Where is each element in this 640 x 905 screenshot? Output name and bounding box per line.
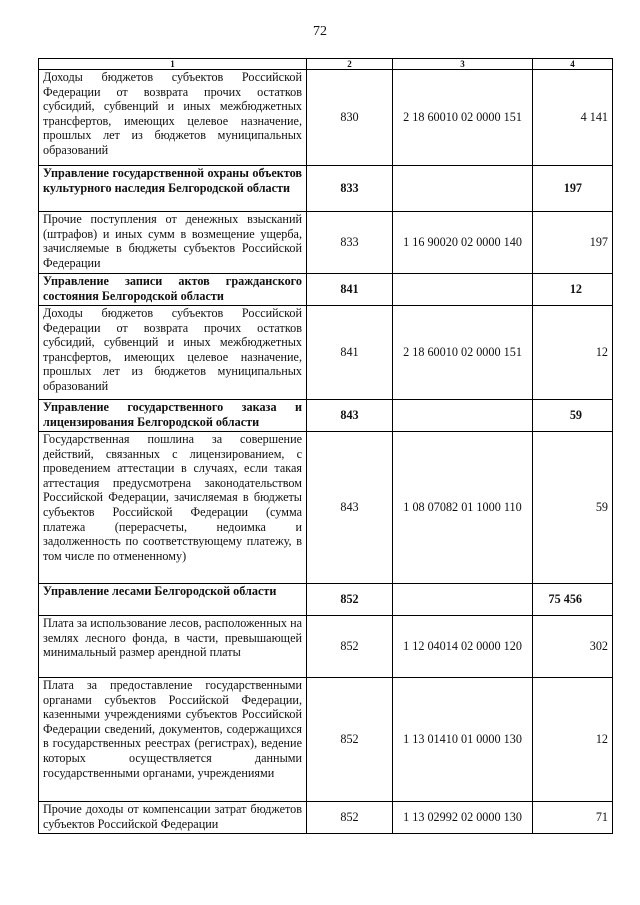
table-row [39,212,613,274]
row-budget-code: 2 18 60010 02 0000 151 [393,306,533,400]
section-amount: 59 [533,400,613,432]
page-number: 72 [313,24,327,39]
row-name: Плата за предоставление государственными органами субъектов Российской Федерации, казенными учреждениями субъектов Российской Федерации сведений, документов, содержащихся в государственных реестрах (регистрах), ведение которых осуществляется данными государственными органами, учреждениями [39,678,307,802]
revenue-table [38,58,613,834]
row-admin-code: 841 [307,306,393,400]
header-col-2: 2 [307,59,393,70]
row-name: Государственная пошлина за совершение действий, связанных с лицензированием, с проведением аттестации в случаях, если такая аттестация предусмотрена законодательством Российской Федерации, зачисляемая в бюджеты субъектов Российской Федерации (сумма платежа (перерасчеты, недоимка и задолженность по соответствующему платежу, в том числе по отмененному) [39,432,307,584]
row-name: Прочие доходы от компенсации затрат бюджетов субъектов Российской Федерации [39,802,307,834]
section-row [39,400,613,432]
section-admin-code: 841 [307,274,393,306]
table-row [39,306,613,400]
row-amount: 302 [533,616,613,678]
section-budget-code [393,400,533,432]
row-name: Плата за использование лесов, расположенных на землях лесного фонда, в части, превышающей минимальный размер арендной платы [39,616,307,678]
section-amount: 12 [533,274,613,306]
section-budget-code [393,166,533,212]
row-budget-code: 2 18 60010 02 0000 151 [393,70,533,166]
section-row [39,584,613,616]
row-budget-code: 1 16 90020 02 0000 140 [393,212,533,274]
row-name: Доходы бюджетов субъектов Российской Федерации от возврата прочих остатков субсидий, субвенций и иных межбюджетных трансфертов, имеющих целевое назначение, прошлых лет из бюджетов муниципальных образований [39,70,307,166]
row-budget-code: 1 08 07082 01 1000 110 [393,432,533,584]
section-row [39,274,613,306]
row-budget-code: 1 13 02992 02 0000 130 [393,802,533,834]
section-amount: 75 456 [533,584,613,616]
row-admin-code: 833 [307,212,393,274]
row-name: Прочие поступления от денежных взысканий (штрафов) и иных сумм в возмещение ущерба, зачисляемые в бюджеты субъектов Российской Федерации [39,212,307,274]
table-row [39,616,613,678]
section-admin-code: 852 [307,584,393,616]
row-admin-code: 852 [307,616,393,678]
row-budget-code: 1 13 01410 01 0000 130 [393,678,533,802]
section-amount: 197 [533,166,613,212]
row-amount: 197 [533,212,613,274]
row-amount: 12 [533,678,613,802]
header-col-3: 3 [393,59,533,70]
section-budget-code [393,584,533,616]
row-name: Доходы бюджетов субъектов Российской Федерации от возврата прочих остатков субсидий, субвенций и иных межбюджетных трансфертов, имеющих целевое назначение, прошлых лет из бюджетов муниципальных образований [39,306,307,400]
header-col-4: 4 [533,59,613,70]
row-amount: 59 [533,432,613,584]
section-budget-code [393,274,533,306]
section-name: Управление государственного заказа и лицензирования Белгородской области [39,400,307,432]
section-name: Управление лесами Белгородской области [39,584,307,616]
section-admin-code: 833 [307,166,393,212]
header-col-1: 1 [39,59,307,70]
row-admin-code: 852 [307,802,393,834]
row-admin-code: 843 [307,432,393,584]
section-name: Управление государственной охраны объектов культурного наследия Белгородской области [39,166,307,212]
table-row [39,678,613,802]
row-amount: 71 [533,802,613,834]
row-amount: 12 [533,306,613,400]
row-amount: 4 141 [533,70,613,166]
section-name: Управление записи актов гражданского состояния Белгородской области [39,274,307,306]
table-header-row [39,59,613,70]
row-admin-code: 830 [307,70,393,166]
table-row [39,432,613,584]
table-row [39,70,613,166]
row-budget-code: 1 12 04014 02 0000 120 [393,616,533,678]
section-admin-code: 843 [307,400,393,432]
section-row [39,166,613,212]
row-admin-code: 852 [307,678,393,802]
table-row [39,802,613,834]
